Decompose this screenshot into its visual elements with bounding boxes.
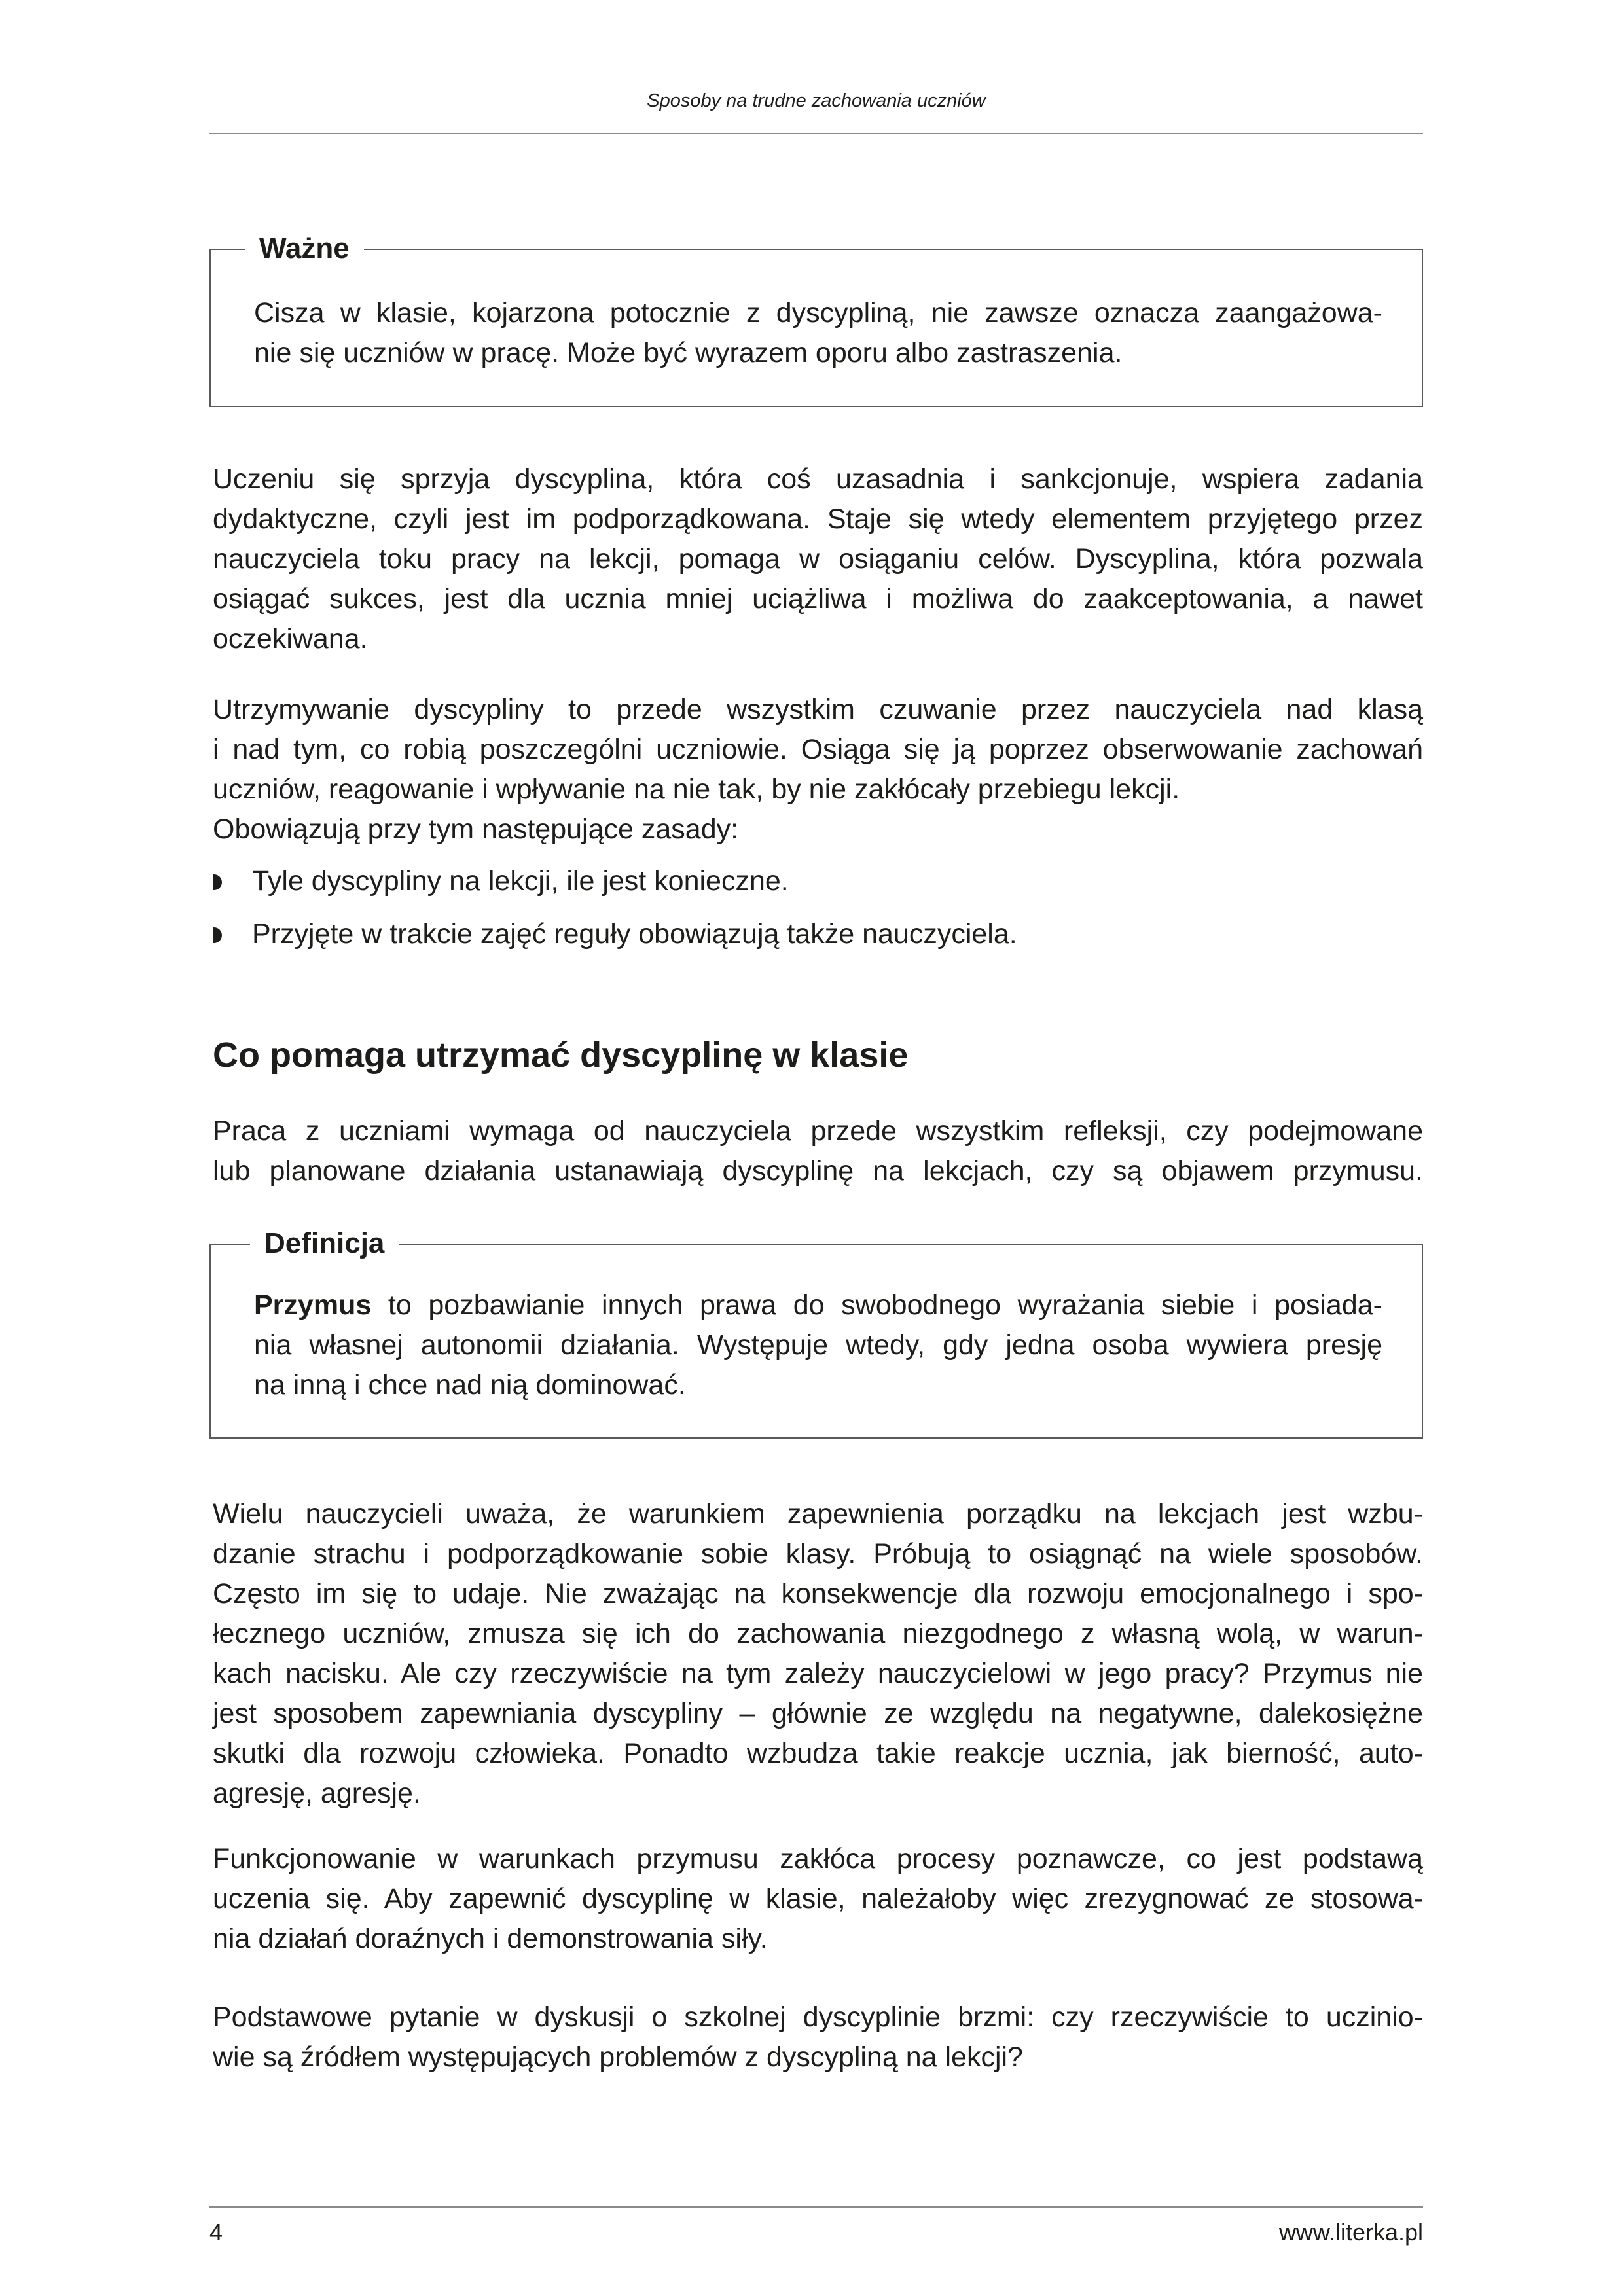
bullet-icon [213,874,222,890]
page-number: 4 [209,2219,223,2246]
paragraph-2: Utrzymywanie dyscypliny to przede wszystkim czuwanie przez nauczyciela nad klasą i nad tym, co robią poszczególni uczniowie. Osiąga się ją poprzez obserwowanie zachowań uczniów, reagowanie i wpływanie na nie tak, by nie zakłócały przebiegu lekcji. Obowiązują przy tym następujące zasady: [213,694,1423,845]
running-header: Sposoby na trudne zachowania uczniów [647,90,986,111]
paragraph-6: Podstawowe pytanie w dyskusji o szkolnej dyscyplinie brzmi: czy rzeczywiście to uczinio- wie są źródłem występujących problemów z dyscypliną na lekcji? [213,2001,1423,2073]
definition-box-title: Definicja [250,1227,399,1261]
definition-box-text: Przymus to pozbawianie innych prawa do swobodnego wyrażania siebie i posiada- nia własnej autonomii działania. Występuje wtedy, gdy jedna osoba wywiera presję na inną i chce nad nią dominować. [254,1289,1382,1401]
important-box-text: Cisza w klasie, kojarzona potocznie z dyscypliną, nie zawsze oznacza zaangażowa- nie się uczniów w pracę. Może być wyrazem oporu albo zastraszenia. [254,297,1382,368]
paragraph-5: Funkcjonowanie w warunkach przymusu zakłóca procesy poznawcze, co jest podstawą uczenia się. Aby zapewnić dyscyplinę w klasie, należałoby więc zrezygnować ze stosowa- nia działań doraźnych i demonstrowania siły. [213,1843,1423,1954]
paragraph-3: Praca z uczniami wymaga od nauczyciela przede wszystkim refleksji, czy podejmowane lub planowane działania ustanawiają dyscyplinę na lekcjach, czy są objawem przymusu. [213,1115,1423,1187]
footer-divider [209,2206,1423,2208]
header-divider [209,133,1423,134]
bullet-icon [213,927,222,943]
important-box [209,232,1423,407]
footer-url: www.literka.pl [1278,2219,1423,2246]
important-box-title: Ważne [245,232,364,266]
paragraph-4: Wielu nauczycieli uważa, że warunkiem zapewnienia porządku na lekcjach jest wzbu- dzanie strachu i podporządkowanie sobie klasy. Próbują to osiągnąć na wiele sposobów. Często im się to udaje. Nie zważając na konsekwencje dla rozwoju emocjonalnego i spo- łecznego uczniów, zmusza się ich do zachowania niezgodnego z własną wolą, w warun- kach nacisku. Ale czy rzeczywiście na tym zależy nauczycielowi w jego pracy? Przymus nie jest sposobem zapewniania dyscypliny – głównie ze względu na negatywne, dalekosiężne skutki dla rozwoju człowieka. Ponadto wzbudza takie reakcje ucznia, jak bierność, auto- agresję, agresję. [213,1498,1423,1809]
paragraph-1: Uczeniu się sprzyja dyscyplina, która coś uzasadnia i sankcjonuje, wspiera zadania dydaktyczne, czyli jest im podporządkowana. Staje się wtedy elementem przyjętego przez nauczyciela toku pracy na lekcji, pomaga w osiąganiu celów. Dyscyplina, która pozwala osiągać sukces, jest dla ucznia mniej uciążliwa i możliwa do zaakceptowania, a nawet oczekiwana. [213,463,1423,655]
definition-box [209,1227,1423,1439]
definition-term: Przymus [254,1289,372,1321]
section-heading: Co pomaga utrzymać dyscyplinę w klasie [213,1035,909,1075]
